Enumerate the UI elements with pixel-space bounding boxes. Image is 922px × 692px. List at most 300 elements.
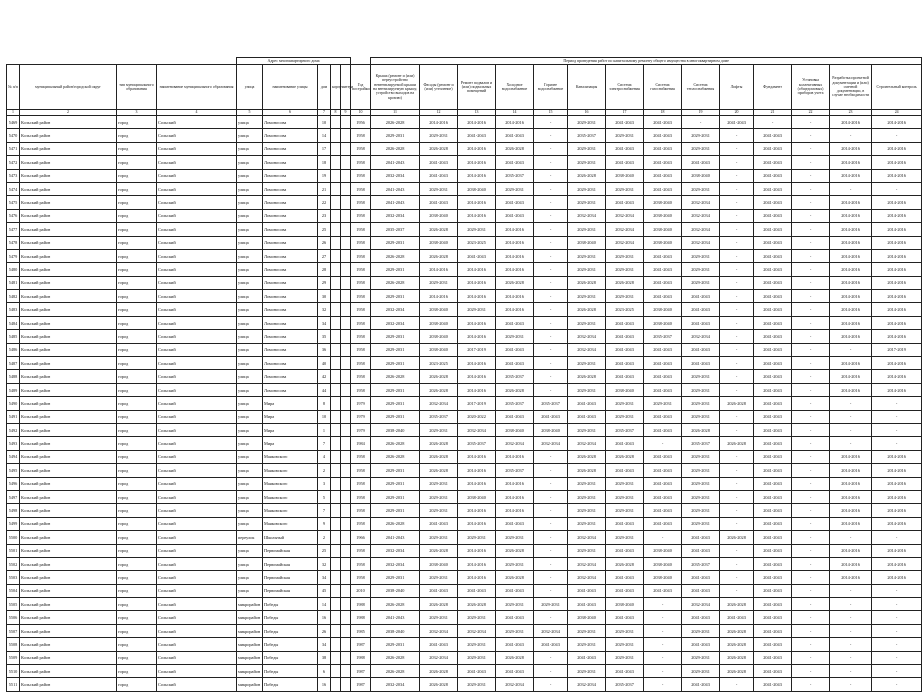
table-cell: 1958 bbox=[351, 450, 371, 463]
table-cell: - bbox=[534, 303, 568, 316]
table-row bbox=[7, 450, 922, 463]
table-cell: 2041-2043 bbox=[754, 169, 792, 182]
table-cell: 5486 bbox=[7, 343, 20, 356]
table-cell: город bbox=[117, 357, 157, 370]
table-cell bbox=[341, 303, 351, 316]
table-row bbox=[7, 249, 922, 262]
table-cell: - bbox=[534, 196, 568, 209]
table-cell: 2014-2016 bbox=[496, 223, 534, 236]
column-header-row bbox=[7, 65, 922, 110]
table-cell: - bbox=[792, 290, 830, 303]
table-cell: Мира bbox=[263, 410, 318, 423]
table-cell: 2041-2043 bbox=[496, 156, 534, 169]
table-cell: улица bbox=[237, 196, 263, 209]
table-cell: - bbox=[872, 584, 922, 597]
table-cell: улица bbox=[237, 571, 263, 584]
table-cell: 2035-2037 bbox=[496, 464, 534, 477]
table-cell: 2041-2043 bbox=[754, 423, 792, 436]
table-cell: улица bbox=[237, 504, 263, 517]
column-number: 22 bbox=[792, 110, 830, 116]
table-cell: 2029-2031 bbox=[606, 410, 644, 423]
table-cell: 2014-2016 bbox=[872, 316, 922, 329]
table-cell: 2014-2016 bbox=[458, 209, 496, 222]
table-cell: город bbox=[117, 316, 157, 329]
table-cell: 2029-2031 bbox=[682, 651, 720, 664]
table-cell: улица bbox=[237, 410, 263, 423]
table-cell: 2038-2040 bbox=[371, 584, 420, 597]
table-cell: Кольский район bbox=[20, 557, 117, 570]
table-cell: Сольский bbox=[157, 410, 237, 423]
table-cell: 2014-2016 bbox=[872, 477, 922, 490]
table-cell: 1958 bbox=[351, 196, 371, 209]
table-cell: - bbox=[872, 129, 922, 142]
table-cell: 2041-2043 bbox=[644, 504, 682, 517]
table-cell: 40 bbox=[318, 357, 331, 370]
table-cell bbox=[331, 638, 341, 651]
column-number: 20 bbox=[720, 110, 754, 116]
table-cell: Кольский район bbox=[20, 598, 117, 611]
table-cell: - bbox=[720, 423, 754, 436]
table-cell: - bbox=[792, 410, 830, 423]
table-cell: 2014-2016 bbox=[872, 142, 922, 155]
table-cell: 5502 bbox=[7, 557, 20, 570]
table-cell: 1984 bbox=[351, 437, 371, 450]
table-cell: 2029-2031 bbox=[420, 182, 458, 195]
table-cell bbox=[341, 357, 351, 370]
table-cell: 2014-2016 bbox=[830, 156, 872, 169]
table-cell: 2032-2034 bbox=[371, 557, 420, 570]
table-cell: Сольский bbox=[157, 504, 237, 517]
table-cell: 1958 bbox=[351, 156, 371, 169]
table-cell: 2041-2043 bbox=[754, 477, 792, 490]
table-cell: 2041-2043 bbox=[606, 464, 644, 477]
table-cell: 2029-2031 bbox=[568, 196, 606, 209]
table-cell: 2029-2031 bbox=[682, 517, 720, 530]
table-cell: Сольский bbox=[157, 531, 237, 544]
table-cell bbox=[331, 464, 341, 477]
table-cell: улица bbox=[237, 517, 263, 530]
table-cell: 2014-2016 bbox=[420, 263, 458, 276]
table-cell: - bbox=[792, 464, 830, 477]
table-cell: Кольский район bbox=[20, 611, 117, 624]
table-cell: улица bbox=[237, 490, 263, 503]
table-cell bbox=[341, 504, 351, 517]
table-cell: 2041-2043 bbox=[754, 665, 792, 678]
table-cell: 2038-2040 bbox=[568, 236, 606, 249]
table-cell: 2041-2043 bbox=[644, 477, 682, 490]
table-cell: 44 bbox=[318, 383, 331, 396]
table-cell bbox=[331, 557, 341, 570]
table-cell: 5498 bbox=[7, 504, 20, 517]
table-cell: микрорайон bbox=[237, 651, 263, 664]
table-cell: Сольский bbox=[157, 182, 237, 195]
table-cell: - bbox=[534, 209, 568, 222]
table-cell: 10 bbox=[318, 116, 331, 129]
table-cell bbox=[331, 357, 341, 370]
table-cell: 2038-2040 bbox=[420, 316, 458, 329]
table-cell: 2026-2028 bbox=[420, 665, 458, 678]
table-cell: 2041-2043 bbox=[754, 303, 792, 316]
table-cell: улица bbox=[237, 464, 263, 477]
table-cell: Сольский bbox=[157, 316, 237, 329]
table-cell: город bbox=[117, 343, 157, 356]
table-cell: Ломоносова bbox=[263, 383, 318, 396]
table-cell: - bbox=[830, 651, 872, 664]
table-cell: 1979 bbox=[351, 423, 371, 436]
table-cell: Сольский bbox=[157, 383, 237, 396]
table-cell: город bbox=[117, 169, 157, 182]
table-cell: 2026-2028 bbox=[682, 423, 720, 436]
table-cell: 1958 bbox=[351, 182, 371, 195]
table-cell: 2029-2031 bbox=[371, 638, 420, 651]
table-cell bbox=[341, 437, 351, 450]
table-cell: 2041-2043 bbox=[644, 290, 682, 303]
table-cell: 2041-2043 bbox=[420, 156, 458, 169]
table-cell: 2029-2031 bbox=[568, 116, 606, 129]
table-cell: 2032-2034 bbox=[568, 437, 606, 450]
table-row bbox=[7, 678, 922, 691]
table-cell: - bbox=[534, 490, 568, 503]
table-cell: 5496 bbox=[7, 477, 20, 490]
table-cell: 5475 bbox=[7, 196, 20, 209]
table-cell: город bbox=[117, 223, 157, 236]
table-cell bbox=[341, 423, 351, 436]
table-cell: - bbox=[792, 330, 830, 343]
table-cell bbox=[331, 236, 341, 249]
table-cell: Ломоносова bbox=[263, 169, 318, 182]
table-cell: 2041-2043 bbox=[606, 517, 644, 530]
table-cell: - bbox=[720, 303, 754, 316]
table-cell: улица bbox=[237, 116, 263, 129]
table-cell: 2041-2043 bbox=[754, 450, 792, 463]
table-cell: 2014-2016 bbox=[830, 249, 872, 262]
table-cell: 2038-2040 bbox=[420, 557, 458, 570]
table-cell: 2041-2043 bbox=[682, 584, 720, 597]
table-cell: 2014-2016 bbox=[458, 156, 496, 169]
column-number: 3 bbox=[117, 110, 157, 116]
table-cell: 2014-2016 bbox=[830, 517, 872, 530]
table-cell: 2014-2016 bbox=[872, 464, 922, 477]
table-cell: 2014-2016 bbox=[830, 544, 872, 557]
table-cell: 2041-2043 bbox=[606, 437, 644, 450]
table-cell: Кольский район bbox=[20, 249, 117, 262]
table-cell: - bbox=[872, 531, 922, 544]
table-cell: 2032-2034 bbox=[458, 624, 496, 637]
table-cell: - bbox=[720, 330, 754, 343]
table-cell: 1987 bbox=[351, 678, 371, 691]
table-cell: Сольский bbox=[157, 209, 237, 222]
table-cell: 5493 bbox=[7, 437, 20, 450]
table-cell: 2029-2031 bbox=[682, 665, 720, 678]
table-cell: 2041-2043 bbox=[754, 651, 792, 664]
table-cell: 2026-2028 bbox=[371, 450, 420, 463]
table-cell bbox=[331, 169, 341, 182]
table-cell: - bbox=[534, 263, 568, 276]
table-cell: 2041-2043 bbox=[606, 330, 644, 343]
table-cell: город bbox=[117, 464, 157, 477]
table-cell: 2014-2016 bbox=[872, 263, 922, 276]
table-cell bbox=[331, 624, 341, 637]
table-cell: 2041-2043 bbox=[458, 249, 496, 262]
table-cell: 2041-2043 bbox=[754, 571, 792, 584]
table-row bbox=[7, 357, 922, 370]
table-cell: Кольский район bbox=[20, 544, 117, 557]
table-cell: 2041-2043 bbox=[682, 343, 720, 356]
table-cell: 2038-2040 bbox=[644, 303, 682, 316]
table-cell: - bbox=[872, 182, 922, 195]
table-cell: 2041-2043 bbox=[754, 517, 792, 530]
table-cell: Кольский район bbox=[20, 651, 117, 664]
table-cell: 34 bbox=[318, 638, 331, 651]
table-cell: Маяковского bbox=[263, 517, 318, 530]
table-cell: 2026-2028 bbox=[606, 557, 644, 570]
table-cell: - bbox=[534, 584, 568, 597]
table-cell: - bbox=[720, 504, 754, 517]
table-cell: 1958 bbox=[351, 276, 371, 289]
table-cell: Сольский bbox=[157, 156, 237, 169]
table-cell: 2026-2028 bbox=[496, 276, 534, 289]
table-cell: 7 bbox=[318, 504, 331, 517]
table-cell bbox=[331, 397, 341, 410]
table-cell: - bbox=[720, 276, 754, 289]
table-cell: - bbox=[830, 437, 872, 450]
table-cell: 2026-2028 bbox=[420, 370, 458, 383]
table-cell: - bbox=[830, 638, 872, 651]
table-cell: 2029-2031 bbox=[496, 182, 534, 195]
table-cell: 2029-2031 bbox=[682, 450, 720, 463]
column-number: 15 bbox=[534, 110, 568, 116]
table-cell bbox=[341, 517, 351, 530]
table-cell: - bbox=[534, 223, 568, 236]
table-cell: 2032-2034 bbox=[371, 544, 420, 557]
table-cell: 2041-2043 bbox=[754, 638, 792, 651]
table-cell bbox=[341, 236, 351, 249]
table-cell: 2014-2016 bbox=[872, 557, 922, 570]
table-cell: - bbox=[792, 571, 830, 584]
table-cell: город bbox=[117, 490, 157, 503]
table-cell: 2038-2040 bbox=[420, 209, 458, 222]
table-cell bbox=[341, 490, 351, 503]
table-row bbox=[7, 316, 922, 329]
table-cell: 2014-2016 bbox=[830, 490, 872, 503]
table-cell bbox=[331, 196, 341, 209]
table-cell bbox=[341, 571, 351, 584]
table-cell: 2014-2016 bbox=[496, 303, 534, 316]
table-cell: 1958 bbox=[351, 383, 371, 396]
table-cell: 2041-2043 bbox=[534, 410, 568, 423]
column-header: корпус bbox=[331, 65, 341, 110]
table-cell: 45 bbox=[318, 584, 331, 597]
column-header: наименование муниципального образования bbox=[157, 65, 237, 110]
table-cell: 1958 bbox=[351, 504, 371, 517]
table-cell: 5470 bbox=[7, 129, 20, 142]
table-cell: улица bbox=[237, 263, 263, 276]
table-cell: 2029-2031 bbox=[568, 142, 606, 155]
table-cell: Кольский район bbox=[20, 276, 117, 289]
table-row bbox=[7, 223, 922, 236]
table-cell: 2041-2043 bbox=[568, 410, 606, 423]
table-cell: город bbox=[117, 517, 157, 530]
table-cell bbox=[341, 343, 351, 356]
table-cell: Сольский bbox=[157, 142, 237, 155]
table-row bbox=[7, 263, 922, 276]
table-cell: 34 bbox=[318, 571, 331, 584]
table-cell: 2041-2043 bbox=[682, 611, 720, 624]
table-cell: 2041-2043 bbox=[568, 651, 606, 664]
table-cell: город bbox=[117, 182, 157, 195]
table-cell: - bbox=[792, 209, 830, 222]
table-cell: 26 bbox=[318, 624, 331, 637]
table-cell: 2029-2031 bbox=[606, 263, 644, 276]
table-cell: - bbox=[720, 290, 754, 303]
table-cell: 2029-2031 bbox=[458, 651, 496, 664]
table-cell: - bbox=[830, 182, 872, 195]
table-cell: 2032-2034 bbox=[420, 651, 458, 664]
table-cell: 2026-2028 bbox=[606, 276, 644, 289]
table-cell: Кольский район bbox=[20, 531, 117, 544]
table-cell: - bbox=[792, 397, 830, 410]
table-row bbox=[7, 624, 922, 637]
table-cell: 23 bbox=[318, 209, 331, 222]
table-cell: улица bbox=[237, 330, 263, 343]
table-cell: 2041-2043 bbox=[644, 584, 682, 597]
table-cell: 2023-2025 bbox=[420, 357, 458, 370]
table-cell: 5485 bbox=[7, 330, 20, 343]
table-cell: 5482 bbox=[7, 290, 20, 303]
table-cell: - bbox=[534, 156, 568, 169]
table-cell: 2032-2034 bbox=[568, 557, 606, 570]
table-cell: Кольский район bbox=[20, 410, 117, 423]
table-cell: 5501 bbox=[7, 544, 20, 557]
table-cell: - bbox=[720, 129, 754, 142]
table-cell: - bbox=[872, 598, 922, 611]
table-cell: 2032-2034 bbox=[568, 209, 606, 222]
table-cell: 2026-2028 bbox=[720, 437, 754, 450]
table-cell: 2026-2028 bbox=[568, 169, 606, 182]
table-cell: - bbox=[872, 423, 922, 436]
table-cell: - bbox=[720, 584, 754, 597]
table-cell: город bbox=[117, 236, 157, 249]
column-header: Система электроснабжения bbox=[606, 65, 644, 110]
table-cell: 1958 bbox=[351, 343, 371, 356]
table-cell: 2014-2016 bbox=[830, 236, 872, 249]
table-cell: 2026-2028 bbox=[420, 437, 458, 450]
table-cell: 2014-2016 bbox=[458, 517, 496, 530]
table-cell: 2029-2031 bbox=[644, 397, 682, 410]
column-number: 12 bbox=[420, 110, 458, 116]
table-cell: - bbox=[720, 156, 754, 169]
table-cell: 2041-2043 bbox=[754, 156, 792, 169]
table-cell: 5505 bbox=[7, 598, 20, 611]
column-header: дом bbox=[318, 65, 331, 110]
table-cell: город bbox=[117, 504, 157, 517]
table-cell: 2041-2043 bbox=[420, 584, 458, 597]
table-cell: Сольский bbox=[157, 263, 237, 276]
table-row bbox=[7, 116, 922, 129]
table-cell: 16 bbox=[318, 611, 331, 624]
table-cell: Кольский район bbox=[20, 477, 117, 490]
table-cell: - bbox=[644, 665, 682, 678]
table-row bbox=[7, 464, 922, 477]
address-group-header: Адрес многоквартирного дома bbox=[237, 58, 351, 65]
table-cell: 2041-2043 bbox=[644, 517, 682, 530]
table-cell: 2029-2031 bbox=[606, 531, 644, 544]
table-cell: улица bbox=[237, 209, 263, 222]
table-cell: 2038-2040 bbox=[644, 209, 682, 222]
table-cell: Мира bbox=[263, 437, 318, 450]
table-cell: - bbox=[754, 116, 792, 129]
table-cell: 2041-2043 bbox=[754, 343, 792, 356]
table-cell: 2038-2040 bbox=[458, 182, 496, 195]
table-cell: 2029-2031 bbox=[371, 357, 420, 370]
table-cell bbox=[331, 437, 341, 450]
table-cell: 2041-2043 bbox=[754, 464, 792, 477]
table-cell bbox=[341, 638, 351, 651]
table-cell: 2035-2037 bbox=[682, 557, 720, 570]
table-cell bbox=[341, 129, 351, 142]
table-cell: Кольский район bbox=[20, 437, 117, 450]
table-cell: 1979 bbox=[351, 410, 371, 423]
table-cell: 5479 bbox=[7, 249, 20, 262]
table-cell: 2026-2028 bbox=[371, 517, 420, 530]
table-cell: 5473 bbox=[7, 169, 20, 182]
table-cell: 2017-2019 bbox=[872, 343, 922, 356]
table-cell: 2041-2043 bbox=[496, 584, 534, 597]
table-cell: - bbox=[534, 343, 568, 356]
table-cell: 2041-2043 bbox=[682, 571, 720, 584]
table-cell: город bbox=[117, 303, 157, 316]
table-cell: 5472 bbox=[7, 156, 20, 169]
table-cell: 2041-2043 bbox=[606, 611, 644, 624]
table-cell: Кольский район bbox=[20, 423, 117, 436]
table-cell: - bbox=[720, 450, 754, 463]
table-cell: 2029-2031 bbox=[606, 624, 644, 637]
table-cell bbox=[331, 276, 341, 289]
table-cell: 2041-2043 bbox=[754, 249, 792, 262]
table-cell: 1958 bbox=[351, 544, 371, 557]
table-cell: 2026-2028 bbox=[371, 370, 420, 383]
table-cell: 2032-2034 bbox=[496, 678, 534, 691]
column-header: наименование улицы bbox=[263, 65, 318, 110]
table-cell: 2038-2040 bbox=[458, 490, 496, 503]
table-cell: - bbox=[534, 611, 568, 624]
table-cell: улица bbox=[237, 477, 263, 490]
table-row bbox=[7, 598, 922, 611]
column-header: муниципальный район/городской округ bbox=[20, 65, 117, 110]
table-cell: улица bbox=[237, 370, 263, 383]
table-cell: 2041-2043 bbox=[644, 357, 682, 370]
table-row bbox=[7, 665, 922, 678]
table-cell: 2041-2043 bbox=[682, 316, 720, 329]
table-cell: 2038-2040 bbox=[644, 223, 682, 236]
table-cell: - bbox=[720, 169, 754, 182]
table-cell: 2041-2043 bbox=[644, 343, 682, 356]
column-number: 2 bbox=[20, 110, 117, 116]
table-cell: 5469 bbox=[7, 116, 20, 129]
table-cell: Школьный bbox=[263, 531, 318, 544]
table-row bbox=[7, 504, 922, 517]
table-cell: - bbox=[792, 437, 830, 450]
table-cell: 2041-2043 bbox=[371, 182, 420, 195]
table-cell: 2041-2043 bbox=[754, 276, 792, 289]
table-cell: - bbox=[792, 598, 830, 611]
column-number: 8 bbox=[331, 110, 341, 116]
table-cell: 5494 bbox=[7, 450, 20, 463]
table-cell: 2032-2034 bbox=[568, 571, 606, 584]
table-cell: город bbox=[117, 665, 157, 678]
table-cell: Сольский bbox=[157, 557, 237, 570]
table-row bbox=[7, 303, 922, 316]
